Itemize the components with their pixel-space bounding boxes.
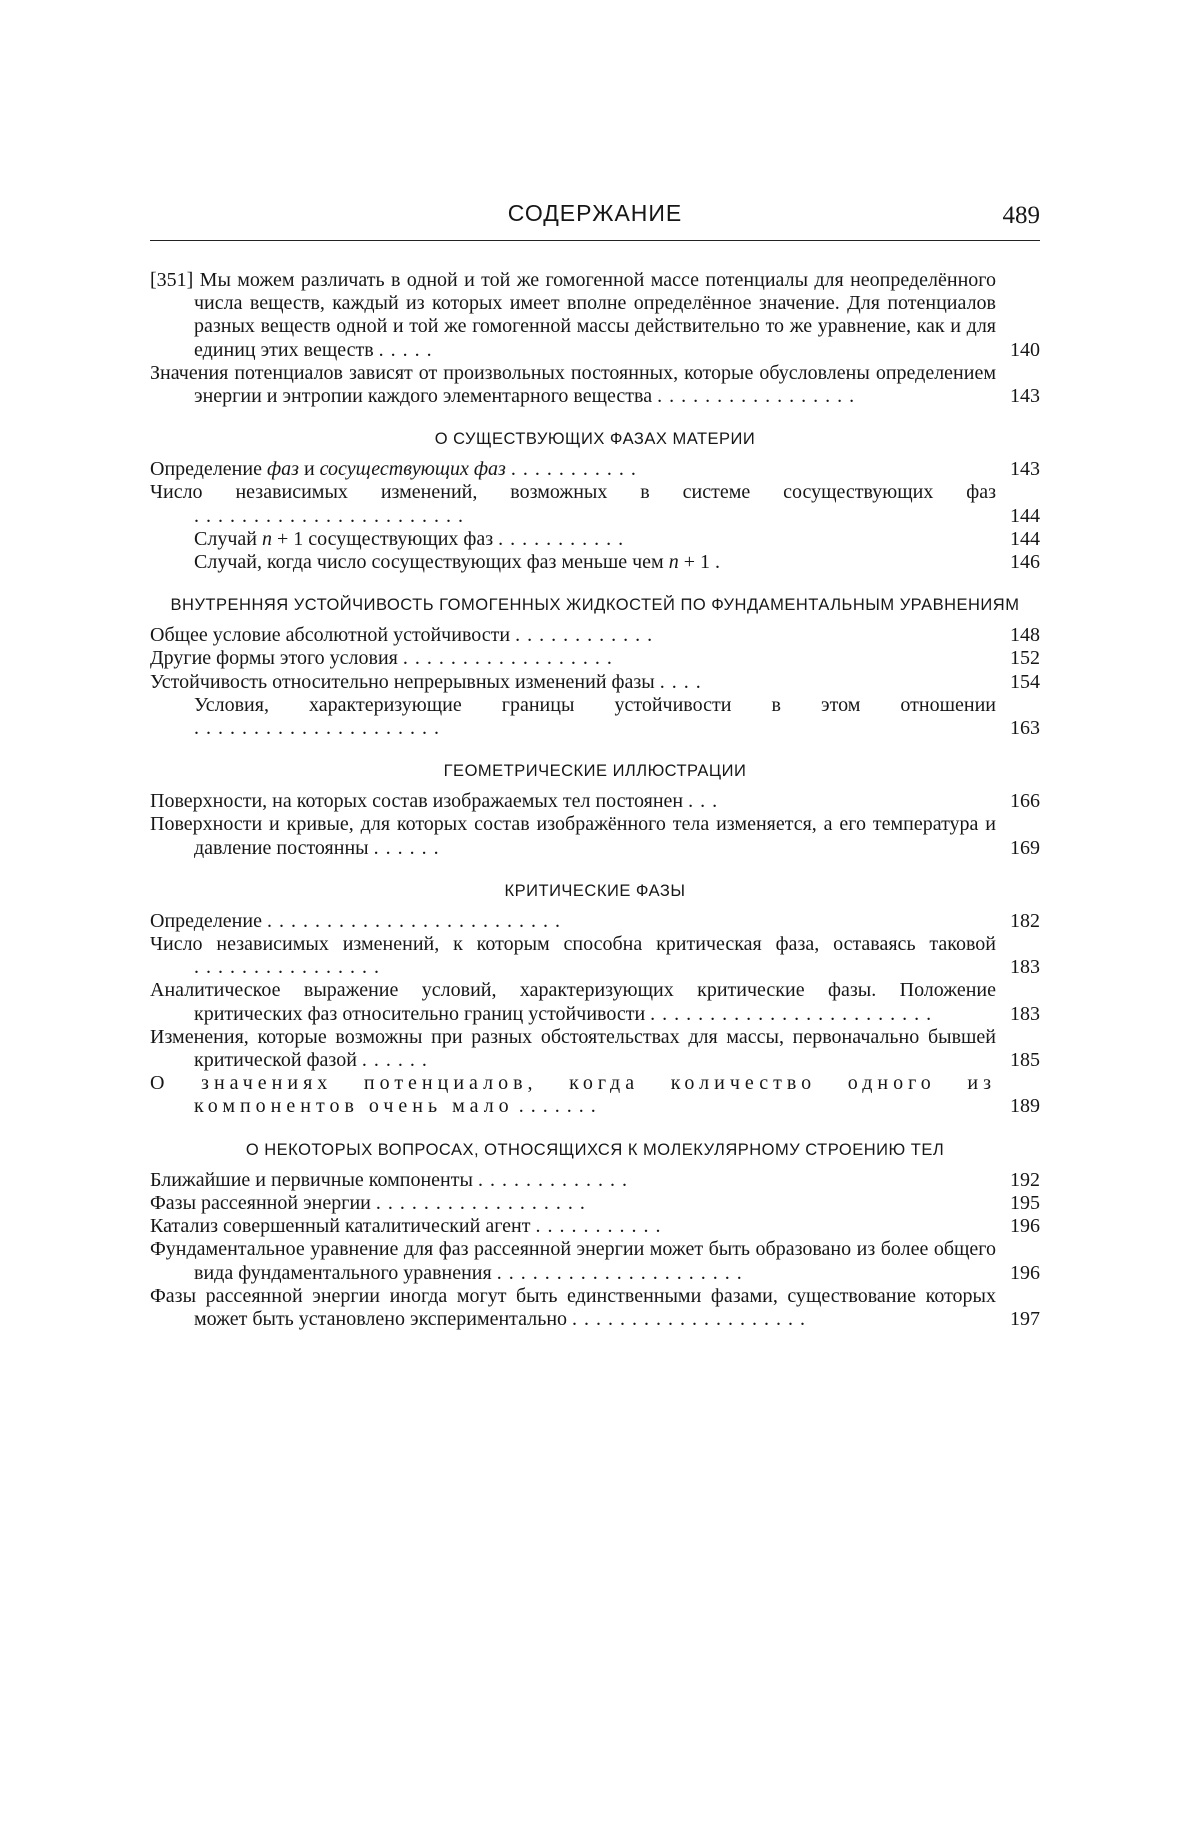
toc-entry-text: Фундаментальное уравнение для фаз рассеянной энергии может быть образовано из более общего вида фундаментального уравнения <box>150 1238 996 1284</box>
toc-entry-page: 169 <box>1010 836 1040 859</box>
toc-entry: [351] Мы можем различать в одной и той же гомогенной массе потенциалы для неопределённого числа веществ, каждый из которых имеет вполне определённое значение. Для потенциалов разных веществ одной и той же гомогенной массы действительно то же уравнение, как и для единиц этих веществ ..... 140 <box>150 269 1040 361</box>
toc-entry: Число независимых изменений, к которым способна критическая фаза, оставаясь таковой ................ 183 <box>150 933 1040 979</box>
toc-entry-text: Определение <box>150 909 262 932</box>
toc-entry-page: 196 <box>1010 1215 1040 1238</box>
toc-entry: Случай n + 1 сосуществующих фаз ........... 144 <box>194 527 1040 550</box>
toc-entry-text: Аналитическое выражение условий, характеризующих критические фазы. Положение критических фаз относительно границ устойчивости <box>150 979 996 1025</box>
toc-entry-text: + 1 сосуществующих фаз <box>271 527 494 550</box>
toc-entry-italic: n <box>261 527 272 550</box>
toc-entry-text: Число независимых изменений, к которым способна критическая фаза, оставаясь таковой <box>150 933 996 956</box>
toc-entry-page: 143 <box>1010 458 1040 481</box>
toc-entry-text: Поверхности, на которых состав изображаемых тел постоянен <box>150 790 684 813</box>
toc-entry-page: 146 <box>1010 551 1040 574</box>
toc-entry-italic: сосуществующих фаз <box>319 458 506 481</box>
toc-entry-text: Значения потенциалов зависят от произвольных постоянных, которые обусловлены определением энергии и энтропии каждого элементарного вещества <box>150 361 996 408</box>
toc-entry-text: Определение <box>150 458 267 481</box>
page-number: 489 <box>1002 202 1040 229</box>
section-heading: О СУЩЕСТВУЮЩИХ ФАЗАХ МАТЕРИИ <box>434 430 756 449</box>
toc-entry-text: Случай <box>194 527 262 550</box>
section-heading: О НЕКОТОРЫХ ВОПРОСАХ, ОТНОСЯЩИХСЯ К МОЛЕКУЛЯРНОМУ СТРОЕНИЮ ТЕЛ <box>245 1140 945 1159</box>
toc-entry: Определение фаз и сосуществующих фаз ........... 143 <box>150 458 1040 481</box>
toc-entry-page: 166 <box>1010 790 1040 813</box>
toc-entry: Фундаментальное уравнение для фаз рассеянной энергии может быть образовано из более общего вида фундаментального уравнения ..................... 196 <box>150 1238 1040 1284</box>
toc-entry-text: [351] Мы можем различать в одной и той же гомогенной массе потенциалы для неопределённого числа веществ, каждый из которых имеет вполне определённое значение. Для потенциалов разных веществ одной и той же гомогенной массы действительно то же уравнение, как и для единиц этих веществ <box>150 269 996 361</box>
toc-entry: Число независимых изменений, возможных в системе сосуществующих фаз ....................... 144 <box>150 481 1040 527</box>
toc-entry-page: 144 <box>1010 527 1040 550</box>
toc-entry-text: Ближайшие и первичные компоненты <box>150 1168 473 1191</box>
toc-entry-text: Фазы рассеянной энергии <box>150 1191 371 1214</box>
toc-entry-page: 144 <box>1010 504 1040 527</box>
toc-entry-text: Поверхности и кривые, для которых состав изображённого тела изменяется, а его температура и давление постоянны <box>150 813 996 859</box>
toc-entry-page: 196 <box>1010 1261 1040 1284</box>
toc-entry-page: 185 <box>1010 1049 1040 1072</box>
toc-entry-page: 154 <box>1010 670 1040 693</box>
toc-entry-text: Катализ совершенный каталитический агент <box>150 1215 531 1238</box>
toc-entry-page: 140 <box>1010 338 1040 361</box>
toc-entry: Изменения, которые возможны при разных обстоятельствах для массы, первоначально бывшей критической фазой ...... 185 <box>150 1025 1040 1072</box>
toc-entry-text: Число независимых изменений, возможных в системе сосуществующих фаз <box>150 481 996 504</box>
toc-entry: О значениях потенциалов, когда количество одного из компонентов очень мало ....... 189 <box>150 1072 1040 1118</box>
toc-entry-text: Общее условие абсолютной устойчивости <box>150 624 511 647</box>
toc-entry: Другие формы этого условия .................. 152 <box>150 647 1040 670</box>
toc-entry-page: 148 <box>1010 624 1040 647</box>
toc-entry: Случай, когда число сосуществующих фаз меньше чем n + 1 . 146 <box>194 551 1040 574</box>
toc-entry: Устойчивость относительно непрерывных изменений фазы .... 154 <box>150 670 1040 693</box>
toc-entry-text: и <box>298 458 320 481</box>
toc-entry-text: + 1 <box>678 551 710 574</box>
toc-entry-page: 195 <box>1010 1191 1040 1214</box>
section-heading: ВНУТРЕННЯЯ УСТОЙЧИВОСТЬ ГОМОГЕННЫХ ЖИДКОСТЕЙ ПО ФУНДАМЕНТАЛЬНЫМ УРАВНЕНИЯМ <box>170 596 1020 615</box>
section-heading: ГЕОМЕТРИЧЕСКИЕ ИЛЛЮСТРАЦИИ <box>443 762 747 781</box>
toc-entry: Поверхности и кривые, для которых состав изображённого тела изменяется, а его температура и давление постоянны ...... 169 <box>150 813 1040 859</box>
toc-entry: Катализ совершенный каталитический агент ........... 196 <box>150 1215 1040 1238</box>
toc-entry: Ближайшие и первичные компоненты ............. 192 <box>150 1168 1040 1191</box>
table-of-contents <box>150 269 1040 1331</box>
toc-entry-text: Устойчивость относительно непрерывных изменений фазы <box>150 670 655 693</box>
toc-entry-text: Фазы рассеянной энергии иногда могут быть единственными фазами, существование которых может быть установлено экспериментально <box>150 1284 996 1330</box>
toc-entry: Общее условие абсолютной устойчивости ............ 148 <box>150 624 1040 647</box>
toc-entry-page: 189 <box>1010 1095 1040 1118</box>
toc-entry: Фазы рассеянной энергии иногда могут быть единственными фазами, существование которых может быть установлено экспериментально .................... 197 <box>150 1284 1040 1330</box>
running-title: СОДЕРЖАНИЕ <box>507 200 683 226</box>
toc-entry: Значения потенциалов зависят от произвольных постоянных, которые обусловлены определением энергии и энтропии каждого элементарного вещества ................. 143 <box>150 361 1040 408</box>
toc-entry-page: 192 <box>1010 1168 1040 1191</box>
toc-entry-italic: фаз <box>266 458 299 481</box>
toc-entry-text: О значениях потенциалов, когда количество одного из компонентов очень мало <box>150 1072 996 1118</box>
toc-entry: Условия, характеризующие границы устойчивости в этом отношении ..................... 163 <box>194 693 1040 740</box>
book-page <box>150 200 1040 1331</box>
toc-entry: Поверхности, на которых состав изображаемых тел постоянен ... 166 <box>150 790 1040 813</box>
toc-entry: Определение ......................... 182 <box>150 909 1040 932</box>
toc-entry-page: 182 <box>1010 909 1040 932</box>
toc-entry-page: 183 <box>1010 956 1040 979</box>
toc-entry-text: Случай, когда число сосуществующих фаз меньше чем <box>194 551 669 574</box>
section-heading: КРИТИЧЕСКИЕ ФАЗЫ <box>504 881 686 900</box>
running-head <box>150 200 1040 241</box>
toc-entry: Фазы рассеянной энергии .................. 195 <box>150 1191 1040 1214</box>
toc-entry-page: 183 <box>1010 1002 1040 1025</box>
toc-entry: Аналитическое выражение условий, характеризующих критические фазы. Положение критических фаз относительно границ устойчивости ........................ 183 <box>150 979 1040 1025</box>
toc-entry-text: Другие формы этого условия <box>150 647 398 670</box>
toc-entry-page: 152 <box>1010 647 1040 670</box>
toc-entry-italic: n <box>668 551 679 574</box>
toc-entry-text: Условия, характеризующие границы устойчивости в этом отношении <box>194 693 996 716</box>
toc-entry-page: 163 <box>1010 717 1040 740</box>
toc-entry-page: 197 <box>1010 1307 1040 1330</box>
toc-entry-text: Изменения, которые возможны при разных обстоятельствах для массы, первоначально бывшей критической фазой <box>150 1025 996 1072</box>
toc-entry-page: 143 <box>1010 385 1040 408</box>
